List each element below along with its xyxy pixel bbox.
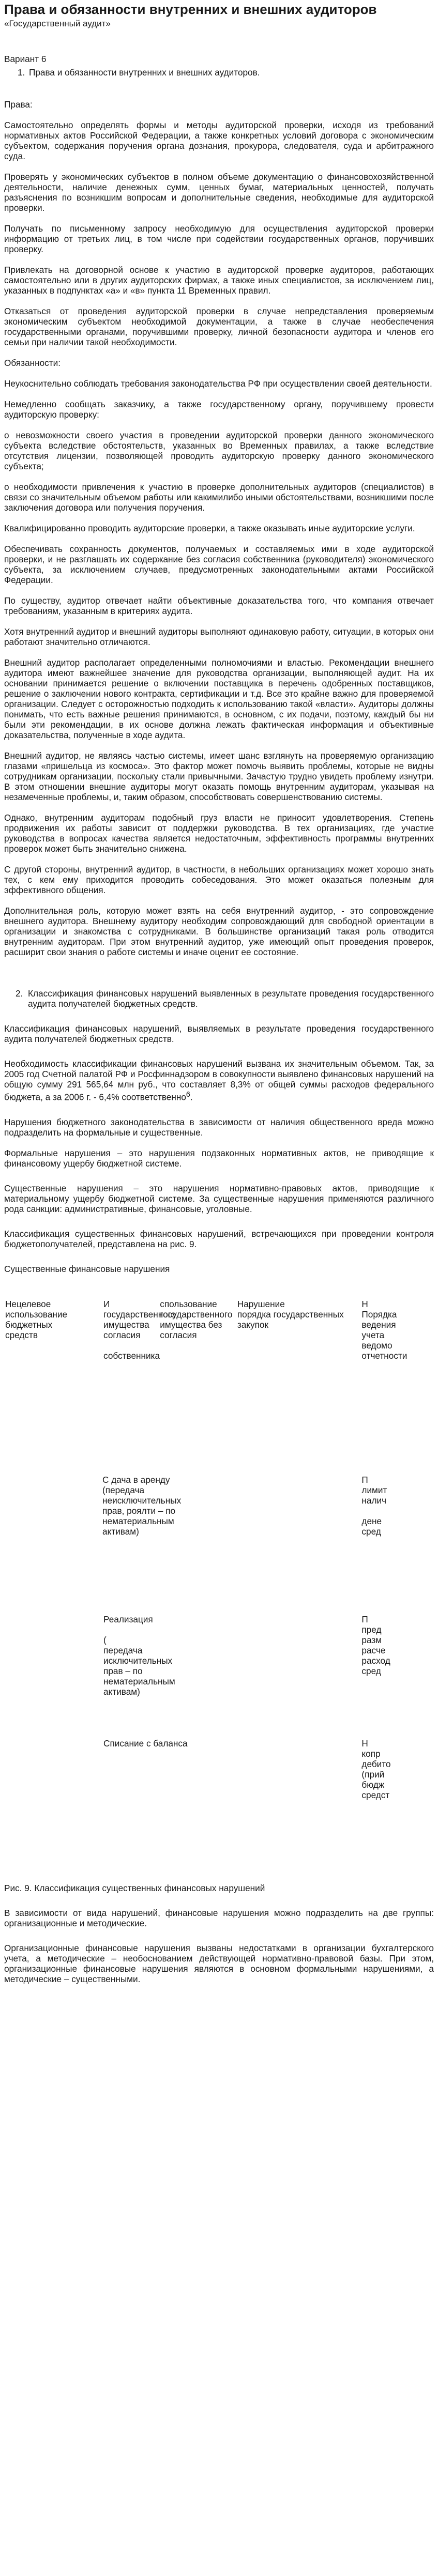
classification-paragraph-4: Формальные нарушения – это нарушения подзаконных нормативных актов, не приводящие к финансовому ущербу бюджетной системе. bbox=[4, 1147, 434, 1169]
diagram-cell-lease bbox=[102, 1475, 360, 1614]
final-paragraph-1: В зависимости от вида нарушений, финансовые нарушения можно подразделить на две группы: организационные и методические. bbox=[4, 1907, 434, 1928]
duties-paragraph-4: о необходимости привлечения к участию в проверке дополнительных аудиторов (специалистов) в связи со значительным объемом работы или какимилибо иными обстоятельствами, возникшими после заключения договора или получения поручения. bbox=[4, 482, 434, 513]
auditors-paragraph-6: Дополнительная роль, которую может взять на себя внутренний аудитор, - это сопровождение внешнего аудитора. Внешнему аудитору необходим сопровождающий для свободной ориентации в организации и знакомства с сотрудниками. В большинстве организаций такая роль отводится внутренним аудиторам. При этом внутренний аудитор, уже имеющий опыт проведения проверок, расширит свои знания о работе системы и иначе оценит ее состояние. bbox=[4, 906, 434, 957]
diagram-cell-procurement: Нарушение порядка государственных закупок bbox=[237, 1298, 344, 1330]
duties-paragraph-6: Обеспечивать сохранность документов, получаемых и составляемых ими в ходе аудиторской проверки, и не разглашать их содержание без согласия собственника (руководителя) экономического субъекта, за исключением случаев, предусмотренных законодательными актами Российской Федерации. bbox=[4, 544, 434, 585]
duties-paragraph-2: Немедленно сообщать заказчику, а также государственному органу, поручившему провести аудиторскую проверку: bbox=[4, 399, 434, 420]
diagram-cell-accounting: Н Порядка ведения учета ведомо отчетности bbox=[361, 1298, 407, 1361]
rights-paragraph-2: Проверять у экономических субъектов в полном объеме документацию о финансовохозяйственной деятельности, наличие денежных сумм, ценных бумаг, материальных ценностей, получать разъяснения по возникшим вопросам и дополнительные сведения, необходимые для аудиторской проверки. bbox=[4, 172, 434, 213]
classification-paragraph-2: Необходимость классификации финансовых нарушений вызвана их значительным объемом. Так, за 2005 год Счетной палатой РФ и Росфиннадзором в совокупности выявлено финансовых нарушений на общую сумму 291 565,64 млн руб., что составляет 8,3% от общей суммы расходов федерального бюджета, а за 2006 г. - 6,4% соответственно$^6$. bbox=[4, 1059, 434, 1102]
auditors-paragraph-4: Однако, внутренним аудиторам подобный груз власти не приносит удовлетворения. Степень продвижения их работы зависит от поддержки руководства. В тех организациях, где участие руководства в вопросах качества является недостаточным, эффективность программы внутренних проверок может быть значительно снижена. bbox=[4, 812, 434, 854]
diagram-cell-receivables: Н копр дебито (прий бюдж средст bbox=[361, 1738, 391, 1800]
auditors-paragraph-1: Хотя внутренний аудитор и внешний аудиторы выполняют одинаковую работу, ситуации, в которых они работают значительно отличаются. bbox=[4, 626, 434, 647]
final-paragraph-2: Организационные финансовые нарушения вызваны недостатками в организации бухгалтерского учета, а методические – необоснованием действующей нормативно-правовой базы. При этом, организационные финансовые нарушения являются в основном формальными нарушениями, а методические – существенными. bbox=[4, 1942, 434, 1984]
page-subtitle: «Государственный аудит» bbox=[4, 19, 111, 28]
auditors-paragraph-3: Внешний аудитор, не являясь частью системы, имеет шанс взглянуть на проверяемую организацию глазами «пришельца из космоса». Это фактор может помочь выявить проблемы, которые не видны сотрудникам организации, поскольку стали привычными. Зачастую трудно увидеть проблему изнутри. В этом отношении внешние аудиторы могут оказать помощь внутренним аудиторам, указывая на незамеченные проблемы, и, таким образом, способствовать совершенствованию системы. bbox=[4, 750, 434, 802]
duties-paragraph-7: По существу, аудитор отвечает найти объективные доказательства того, что компания отвечает требованиям, указанным в критериях аудита. bbox=[4, 595, 434, 616]
auditors-paragraph-5: С другой стороны, внутренний аудитор, в частности, в небольших организациях может хорошо знать тех, с кем ему приходится проводить собеседования. Это может оказаться полезным для эффективного общения. bbox=[4, 864, 434, 895]
figure-caption: Рис. 9. Классификация существенных финансовых нарушений bbox=[4, 1882, 265, 1893]
diagram-cell-cash-limit: П лимит налич дене сред bbox=[361, 1474, 387, 1537]
rights-paragraph-3: Получать по письменному запросу необходимую для осуществления аудиторской проверки информацию от третьих лиц, в том числе при содействии государственных органов, поручивших проверку. bbox=[4, 223, 434, 254]
classification-paragraph-6: Классификация существенных финансовых нарушений, встречающихся при проведении контроля бюджетополучателей, представлена на рис. 9. bbox=[4, 1228, 434, 1249]
auditors-paragraph-2: Внешний аудитор располагает определенными полномочиями и властью. Рекомендации внешнего аудитора имеют важнейшее значение для руководства организации, выполняющей аудит. На их основании принимается решение о включении поставщика в перечень одобренных поставщиков, решение о заключении нового контракта, сертификации и т.д. Все это крайне важно для проверяемой организации. Следует с осторожностью подходить к использованию такой «власти». Аудиторы должны понимать, что есть важные решения принимаются, в основном, с их подачи, поэтому, каждый бы ни были эти рекомендации, в их основе должна лежать фактическая информация и объективные доказательства, полученные в ходе аудита. bbox=[4, 657, 434, 740]
list-item-2-text: Классификация финансовых нарушений выявленных в результате проведения государственного аудита получателей бюджетных средств. bbox=[28, 988, 434, 1009]
classification-diagram bbox=[4, 1299, 434, 1878]
rights-paragraph-1: Самостоятельно определять формы и методы аудиторской проверки, исходя из требований нормативных актов Российской Федерации, а также конкретных условий договора с экономическим субъектом, содержания поручения органа дознания, прокурора, следователя, суда и арбитражного суда. bbox=[4, 120, 434, 161]
diagram-cell-property-use-1: И государственного имущества согласия собственника bbox=[103, 1298, 176, 1361]
diagram-cell-sale bbox=[102, 1614, 360, 1738]
diagram-cell-write-off: Списание с баланса bbox=[103, 1738, 188, 1749]
rights-paragraph-5: Отказаться от проведения аудиторской проверки в случае непредставления проверяемым экономическим субъектом необходимой документации, а также в случае необеспечения государственными органами, поручившими проверку, личной безопасности аудитора и членов его семьи при наличии такой необходимости. bbox=[4, 306, 434, 347]
rights-label: Права: bbox=[4, 99, 33, 110]
rights-paragraph-4: Привлекать на договорной основе к участию в аудиторской проверке аудиторов, работающих самостоятельно или в других аудиторских фирмах, а также иных специалистов, за исключением лиц, указанных в подпунктах «а» и «в» пункта 11 Временных правил. bbox=[4, 265, 434, 296]
variant-label: Вариант 6 bbox=[4, 54, 47, 64]
duties-label: Обязанности: bbox=[4, 358, 61, 368]
duties-paragraph-3: о невозможности своего участия в проведении аудиторской проверки данного экономического субъекта вследствие обстоятельств, указанных во Временных правилах, а также вследствие отсутствия лицензии, позволяющей проводить аудиторскую проверку данного экономического субъекта; bbox=[4, 430, 434, 471]
diagram-cell-misuse: Нецелевое использование бюджетных средств bbox=[5, 1298, 68, 1340]
page-title: Права и обязанности внутренних и внешних аудиторов bbox=[4, 2, 377, 17]
diagram-cell-lease-text: С дача в аренду (передача неисключительных прав, роялти – по нематериальным активам) bbox=[102, 1474, 182, 1537]
list-item-1-number: 1. bbox=[18, 67, 25, 78]
list-item-2-number: 2. bbox=[16, 988, 23, 999]
diagram-label: Существенные финансовые нарушения bbox=[4, 1263, 170, 1274]
diagram-cell-sale-text: Реализация ( передача исключительных прав – по нематериальным активам) bbox=[103, 1614, 175, 1697]
diagram-cell-property-use-2: спользование государственного имущества без согласия bbox=[160, 1298, 233, 1340]
footnote-ref: 6 bbox=[186, 1091, 190, 1099]
classification-paragraph-3: Нарушения бюджетного законодательства в зависимости от наличия общественного вреда можно подразделить на формальные и существенные. bbox=[4, 1116, 434, 1138]
diagram-cell-settlement-limit: П пред разм расче расход сред bbox=[361, 1614, 390, 1676]
list-item-1-text: Права и обязанности внутренних и внешних аудиторов. bbox=[29, 67, 260, 78]
list-item-2 bbox=[4, 988, 434, 1009]
classification-paragraph-2-text: Необходимость классификации финансовых нарушений вызвана их значительным объемом. Так, за 2005 год Счетной палатой РФ и Росфиннадзором в совокупности выявлено финансовых нарушений на общую сумму 291 565,64 млн руб., что составляет 8,3% от общей суммы расходов федерального бюджета, а за 2006 г. - 6,4% соответственно bbox=[4, 1059, 434, 1102]
classification-paragraph-5: Существенные нарушения – это нарушения нормативно-правовых актов, приводящие к материальному ущербу бюджетной системе. За существенные нарушения применяются различного рода санкции: административные, финансовые, уголовные. bbox=[4, 1183, 434, 1214]
list-item-1 bbox=[4, 67, 434, 78]
duties-paragraph-5: Квалифицированно проводить аудиторские проверки, а также оказывать иные аудиторские услуги. bbox=[4, 523, 415, 533]
classification-paragraph-1: Классификация финансовых нарушений, выявляемых в результате проведения государственного аудита получателей бюджетных средств. bbox=[4, 1023, 434, 1044]
duties-paragraph-1: Неукоснительно соблюдать требования законодательства РФ при осуществлении своей деятельности. bbox=[4, 378, 432, 389]
